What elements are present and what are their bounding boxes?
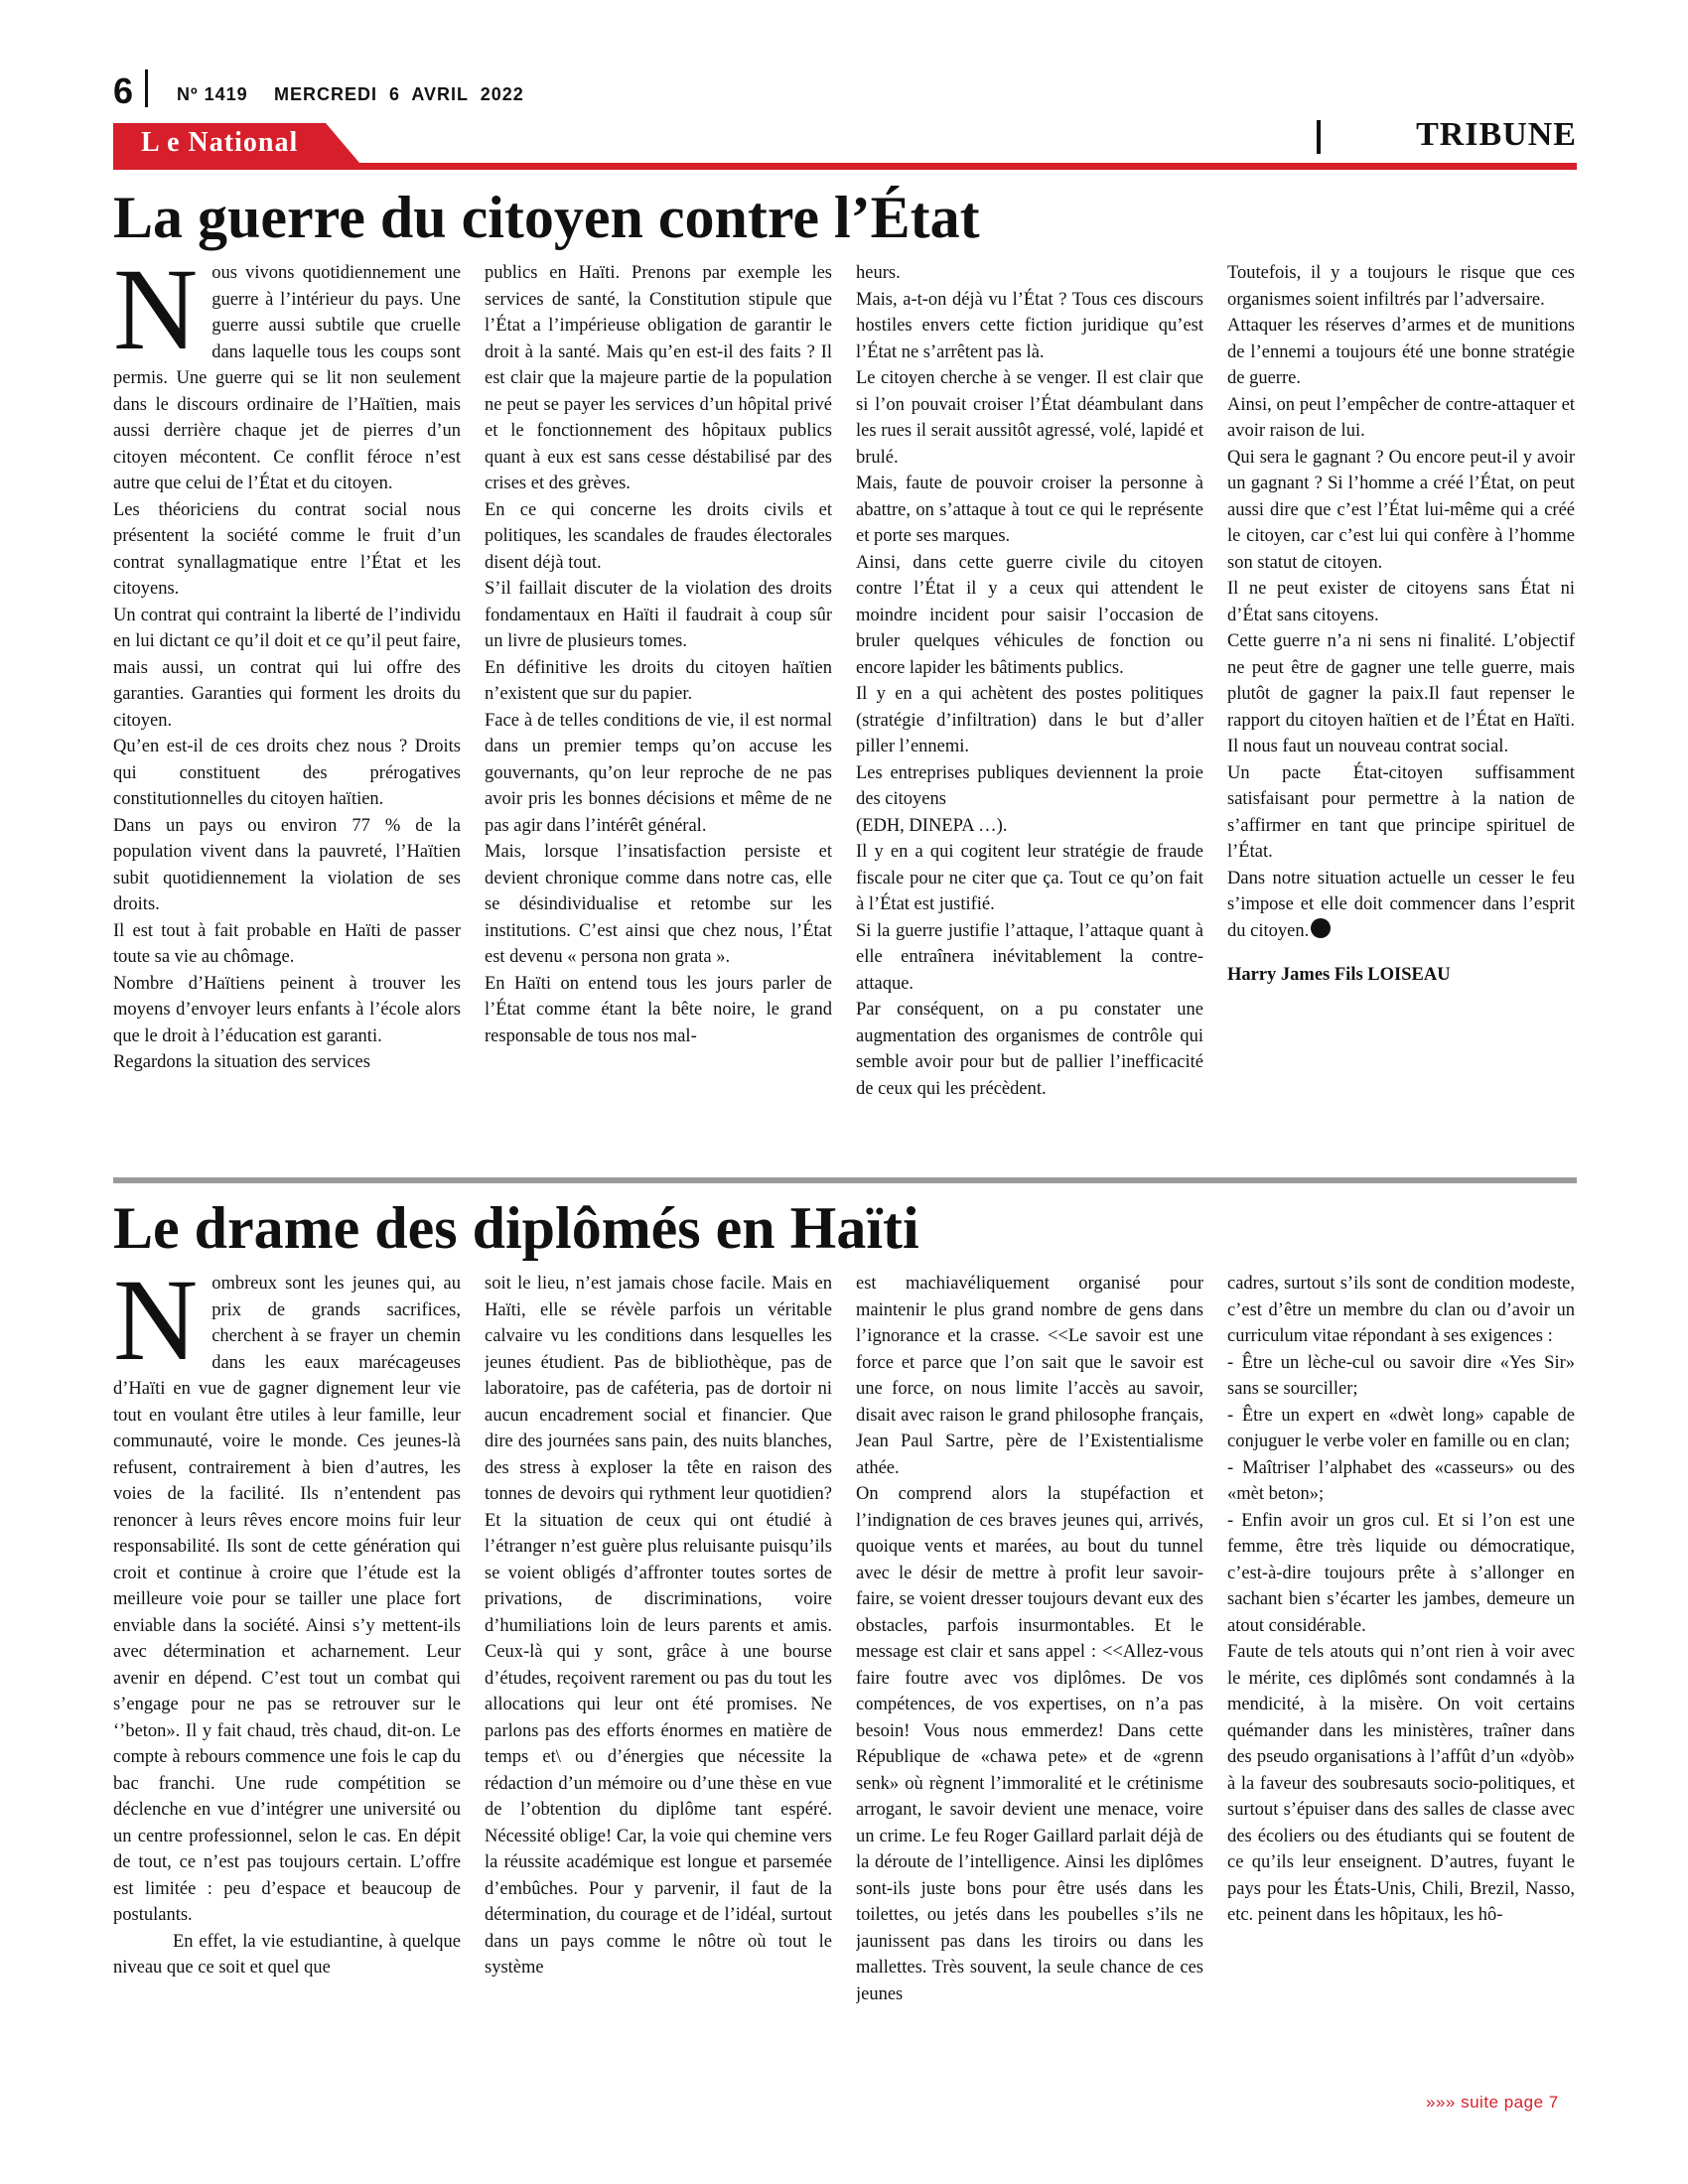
- continuation-link[interactable]: »»» suite page 7: [1426, 2093, 1559, 2112]
- paragraph: Nombre d’Haïtiens peinent à trouver les moyens d’envoyer leurs enfants à l’école alors que le droit à l’éducation est garanti.: [113, 973, 461, 1046]
- drop-cap: N: [113, 1271, 199, 1385]
- paragraph: Le citoyen cherche à se venger. Il est clair que si l’on pouvait croiser l’État déambulant dans les rues il serait aussitôt agressé, volé, lapidé et brulé.: [856, 368, 1203, 468]
- list-item: - Être un lèche-cul ou savoir dire «Yes Sir» sans se sourciller;: [1227, 1352, 1575, 1399]
- paragraph: Par conséquent, on a pu constater une augmentation des organismes de contrôle qui semble avoir pour but de pallier l’inefficacité de ceux qui les précèdent.: [856, 1000, 1203, 1099]
- paragraph: soit le lieu, n’est jamais chose facile. Mais en Haïti, elle se révèle parfois un véritable calvaire vu les conditions dans lesquelles les jeunes étudient. Pas de bibliothèque, pas de laboratoire, pas de caféteria, pas de dortoir ni aucun encadrement social et financier. Que dire des journées sans pain, des nuits blanches, des stress à exploser la tête en raison des tonnes de devoirs qui rythment leur quotidien? Et la situation de ceux qui ont étudié à l’étranger n’est guère plus reluisante puisqu’ils se voient obligés d’affronter toutes sortes de privations, de discriminations, voire d’humiliations loin de leurs parents et amis. Ceux-là qui y sont, grâce à une bourse d’études, reçoivent rarement ou pas du tout les allocations qui leur ont été promises. Ne parlons pas des efforts énormes en matière de temps et\ ou d’énergies que nécessite la rédaction d’un mémoire ou d’une thèse en vue de l’obtention du diplôme tant espéré. Nécessité oblige! Car, la voie qui chemine vers la réussite académique est longue et parsemée d’embûches. Pour y parvenir, il faut de la détermination, du courage et de l’idéal, surtout dans un pays comme le nôtre où tout le système: [485, 1274, 832, 1978]
- section-name: TRIBUNE: [1416, 116, 1577, 153]
- list-item: - Enfin avoir un gros cul. Et si l’on est une femme, être très liquide ou démocratique, c’est-à-dire toujours prête à s’allonger en sachant bien s’écarter les jambes, demeure un atout considérable.: [1227, 1510, 1575, 1636]
- issue-date: MERCREDI 6 AVRIL 2022: [274, 84, 524, 104]
- paragraph: cadres, surtout s’ils sont de condition modeste, c’est d’être un membre du clan ou d’avoir un curriculum vitae répondant à ses exigences :: [1227, 1274, 1575, 1346]
- paragraph: ous vivons quotidiennement une guerre à l’intérieur du pays. Une guerre aussi subtile que cruelle dans laquelle tous les coups sont permis. Une guerre qui se lit non seulement dans le discours ordinaire de l’Haïtien, mais aussi derrière chaque jet de pierres d’un citoyen mécontent. Ce conflit féroce n’est autre que celui de l’État et du citoyen.: [113, 263, 461, 493]
- article-2-column-4: [1227, 1271, 1575, 2055]
- paragraph: En Haïti on entend tous les jours parler de l’État comme étant la bête noire, le grand responsable de tous nos mal-: [485, 973, 832, 1046]
- paragraph: S’il faillait discuter de la violation des droits fondamentaux en Haïti il faudrait à coup sûr un livre de plusieurs tomes.: [485, 579, 832, 651]
- end-mark-icon: [1311, 918, 1331, 938]
- paragraph: Si la guerre justifie l’attaque, l’attaque quant à elle entraînera inévitablement la contre-attaque.: [856, 920, 1203, 994]
- paragraph: Regardons la situation des services: [113, 1052, 370, 1072]
- paragraph: En définitive les droits du citoyen haïtien n’existent que sur du papier.: [485, 657, 832, 704]
- section-divider: [1317, 120, 1321, 154]
- article-2-column-3: [856, 1271, 1203, 2055]
- paragraph: Un contrat qui contraint la liberté de l’individu en lui dictant ce qu’il doit et ce qu’il peut faire, mais aussi, un contrat qui lui offre des garanties. Garanties qui forment les droits du citoyen.: [113, 605, 461, 731]
- paragraph: Dans un pays ou environ 77 % de la population vivent dans la pauvreté, l’Haïtien subit quotidiennement la violation de ses droits.: [113, 815, 461, 914]
- paragraph: Cette guerre n’a ni sens ni finalité. L’objectif ne peut être de gagner une telle guerre, mais plutôt de gagner la paix.Il faut repenser le rapport du citoyen haïtien et de l’État en Haïti. Il nous faut un nouveau contrat social.: [1227, 631, 1575, 756]
- paragraph-text: Dans notre situation actuelle un cesser le feu s’impose et elle doit commencer dans l’esprit du citoyen.: [1227, 868, 1575, 941]
- article-1-author: Harry James Fils LOISEAU: [1227, 965, 1451, 985]
- header-rule: [113, 163, 1577, 170]
- article-2-column-2: [485, 1271, 832, 2055]
- paragraph: Un pacte État-citoyen suffisamment satisfaisant pour permettre à la nation de s’affirmer en tant que principe spirituel de l’État.: [1227, 762, 1575, 862]
- paragraph: Attaquer les réserves d’armes et de munitions de l’ennemi a toujours été une bonne stratégie de guerre.: [1227, 316, 1575, 388]
- paragraph: est machiavéliquement organisé pour maintenir le plus grand nombre de gens dans l’ignorance et la crasse. <<Le savoir est une force et parce que l’on sait que le savoir est une force, on nous limite l’accès au savoir, disait avec raison le grand philosophe français, Jean Paul Sartre, père de l’Existentialisme athée.: [856, 1274, 1203, 1478]
- paragraph: heurs.: [856, 263, 901, 283]
- article-1-column-1: [113, 260, 461, 1173]
- paragraph: Mais, lorsque l’insatisfaction persiste et devient chronique comme dans notre cas, elle se désindividualise et retombe sur les institutions. C’est ainsi que chez nous, l’État est devenu « persona non grata ».: [485, 842, 832, 967]
- paragraph: Ainsi, dans cette guerre civile du citoyen contre l’État il y a ceux qui attendent le moindre incident pour saisir l’occasion de bruler quelques véhicules de fonction ou encore lapider les bâtiments publics.: [856, 552, 1203, 678]
- brand-name: L e National: [141, 127, 299, 158]
- page-number: 6: [113, 70, 134, 111]
- paragraph: Il ne peut exister de citoyens sans État ni d’État sans citoyens.: [1227, 579, 1575, 625]
- paragraph: On comprend alors la stupéfaction et l’indignation de ces braves jeunes qui, arrivés, quoique vents et marées, au bout du tunnel avec le désir de mettre à profit leur savoir-faire, se voient dresser toujours devant eux des obstacles, parfois insurmontables. Et le message est clair et sans appel : <<Allez-vous faire foutre avec vos diplômes. De vos compétences, de vos expertises, on n’a pas besoin! Vous nous emmerdez! Dans cette République de «chawa pete» et de «grenn senk» où règnent l’immoralité et le crétinisme arrogant, le savoir devient une menace, voire un crime. Le feu Roger Gaillard parlait déjà de la déroute de l’intelligence. Ainsi les diplômes sont-ils juste bons pour être usés dans les toilettes, ou jetés dans les poubelles s’ils ne jaunissent pas dans les tiroirs ou dans les mallettes. Très souvent, la seule chance de ces jeunes: [856, 1484, 1203, 2004]
- closing-paragraph: [1227, 866, 1575, 945]
- drop-cap: N: [113, 260, 199, 374]
- issue-number: Nº 1419: [177, 84, 248, 104]
- article-1-title: La guerre du citoyen contre l’État: [113, 185, 980, 250]
- paragraph: Toutefois, il y a toujours le risque que ces organismes soient infiltrés par l’adversaire.: [1227, 263, 1575, 310]
- paragraph: Faute de tels atouts qui n’ont rien à voir avec le mérite, ces diplômés sont condamnés à la mendicité, à la misère. On voit certains quémander dans les ministères, traîner dans des pseudo organisations à l’affût d’un «dyòb» à la faveur des soubresauts socio-politiques, et surtout s’épuiser dans des salles de classe avec des écoliers ou des étudiants qui se foutent de ce qu’ils leur enseignent. D’autres, fuyant le pays pour les États-Unis, Chili, Brezil, Nasso, etc. peinent dans les hôpitaux, les hô-: [1227, 1642, 1575, 1925]
- article-2-column-1: [113, 1271, 461, 2055]
- paragraph: En ce qui concerne les droits civils et politiques, les scandales de fraudes électorales disent déjà tout.: [485, 499, 832, 573]
- paragraph: ombreux sont les jeunes qui, au prix de grands sacrifices, cherchent à se frayer un chemin dans les eaux marécageuses d’Haïti en vue de gagner dignement leur vie tout en voulant être utiles à leur famille, leur communauté, voire le monde. Ces jeunes-là refusent, contrairement à bien d’autres, les voies de la facilité. Ils n’entendent pas renoncer à leurs rêves encore moins fuir leur responsabilité. Ils sont de cette génération qui croit et continue à croire que l’étude est la meilleure voie pour se tailler une place fort enviable dans la société. Ainsi s’y mettent-ils avec détermination et acharnement. Leur avenir en dépend. C’est tout un combat qui s’engage pour ne pas se retrouver sur le ‘’beton». Il y fait chaud, très chaud, dit-on. Le compte à rebours commence une fois le cap du bac franchi. Une rude compétition se déclenche en vue d’intégrer une université ou un centre professionnel, selon le cas. En dépit de tout, ce n’est pas toujours certain. L’offre est limitée : peu d’espace et beaucoup de postulants.: [113, 1274, 461, 1925]
- paragraph: Les entreprises publiques deviennent la proie des citoyens: [856, 762, 1203, 809]
- article-2-title: Le drame des diplômés en Haïti: [113, 1195, 919, 1261]
- article-separator: [113, 1177, 1577, 1183]
- paragraph: Face à de telles conditions de vie, il est normal dans un premier temps qu’on accuse les gouvernants, qu’on leur reproche de ne pas avoir pris les bonnes décisions et même de ne pas agir dans l’intérêt général.: [485, 710, 832, 836]
- list-item: - Maîtriser l’alphabet des «casseurs» ou des «mèt beton»;: [1227, 1457, 1575, 1504]
- paragraph: (EDH, DINEPA …).: [856, 815, 1008, 836]
- paragraph: Mais, faute de pouvoir croiser la personne à abattre, on s’attaque à tout ce qui le représente et porte ses marques.: [856, 474, 1203, 546]
- page-number-divider: [145, 69, 148, 107]
- brand-tab: [113, 123, 359, 163]
- paragraph: En effet, la vie estudiantine, à quelque niveau que ce soit et quel que: [113, 1931, 461, 1978]
- article-1-column-4: [1227, 260, 1575, 1173]
- paragraph: Qui sera le gagnant ? Ou encore peut-il y avoir un gagnant ? Si l’homme a créé l’État, on peut aussi dire que c’est l’État lui-même qui a créé le citoyen, car c’est lui qui confère à l’homme son statut de citoyen.: [1227, 447, 1575, 573]
- paragraph: Il y en a qui achètent des postes politiques (stratégie d’infiltration) dans le but d’aller piller l’ennemi.: [856, 684, 1203, 756]
- paragraph: Il est tout à fait probable en Haïti de passer toute sa vie au chômage.: [113, 920, 461, 967]
- paragraph: Ainsi, on peut l’empêcher de contre-attaquer et avoir raison de lui.: [1227, 394, 1575, 441]
- paragraph: Mais, a-t-on déjà vu l’État ? Tous ces discours hostiles envers cette fiction juridique qu’est l’État ne s’arrêtent pas là.: [856, 289, 1203, 362]
- article-1-column-2: [485, 260, 832, 1173]
- paragraph: Les théoriciens du contrat social nous présentent la société comme le fruit d’un contrat synallagmatique entre l’État et les citoyens.: [113, 499, 461, 599]
- list-item: - Être un expert en «dwèt long» capable de conjuguer le verbe voler en famille ou en clan;: [1227, 1405, 1575, 1451]
- paragraph: Qu’en est-il de ces droits chez nous ? Droits qui constituent des prérogatives constitutionnelles du citoyen haïtien.: [113, 737, 461, 809]
- paragraph: publics en Haïti. Prenons par exemple les services de santé, la Constitution stipule que l’État a l’impérieuse obligation de garantir le droit à la santé. Mais qu’en est-il des faits ? Il est clair que la majeure partie de la population ne peut se payer les services d’un hôpital privé et le fonctionnement des hôpitaux publics quant à eux est sans cesse déstabilisé par des crises et des grèves.: [485, 263, 832, 493]
- article-1-column-3: [856, 260, 1203, 1173]
- paragraph: Il y en a qui cogitent leur stratégie de fraude fiscale pour ne citer que ça. Tout ce qu’on fait à l’État est justifié.: [856, 842, 1203, 914]
